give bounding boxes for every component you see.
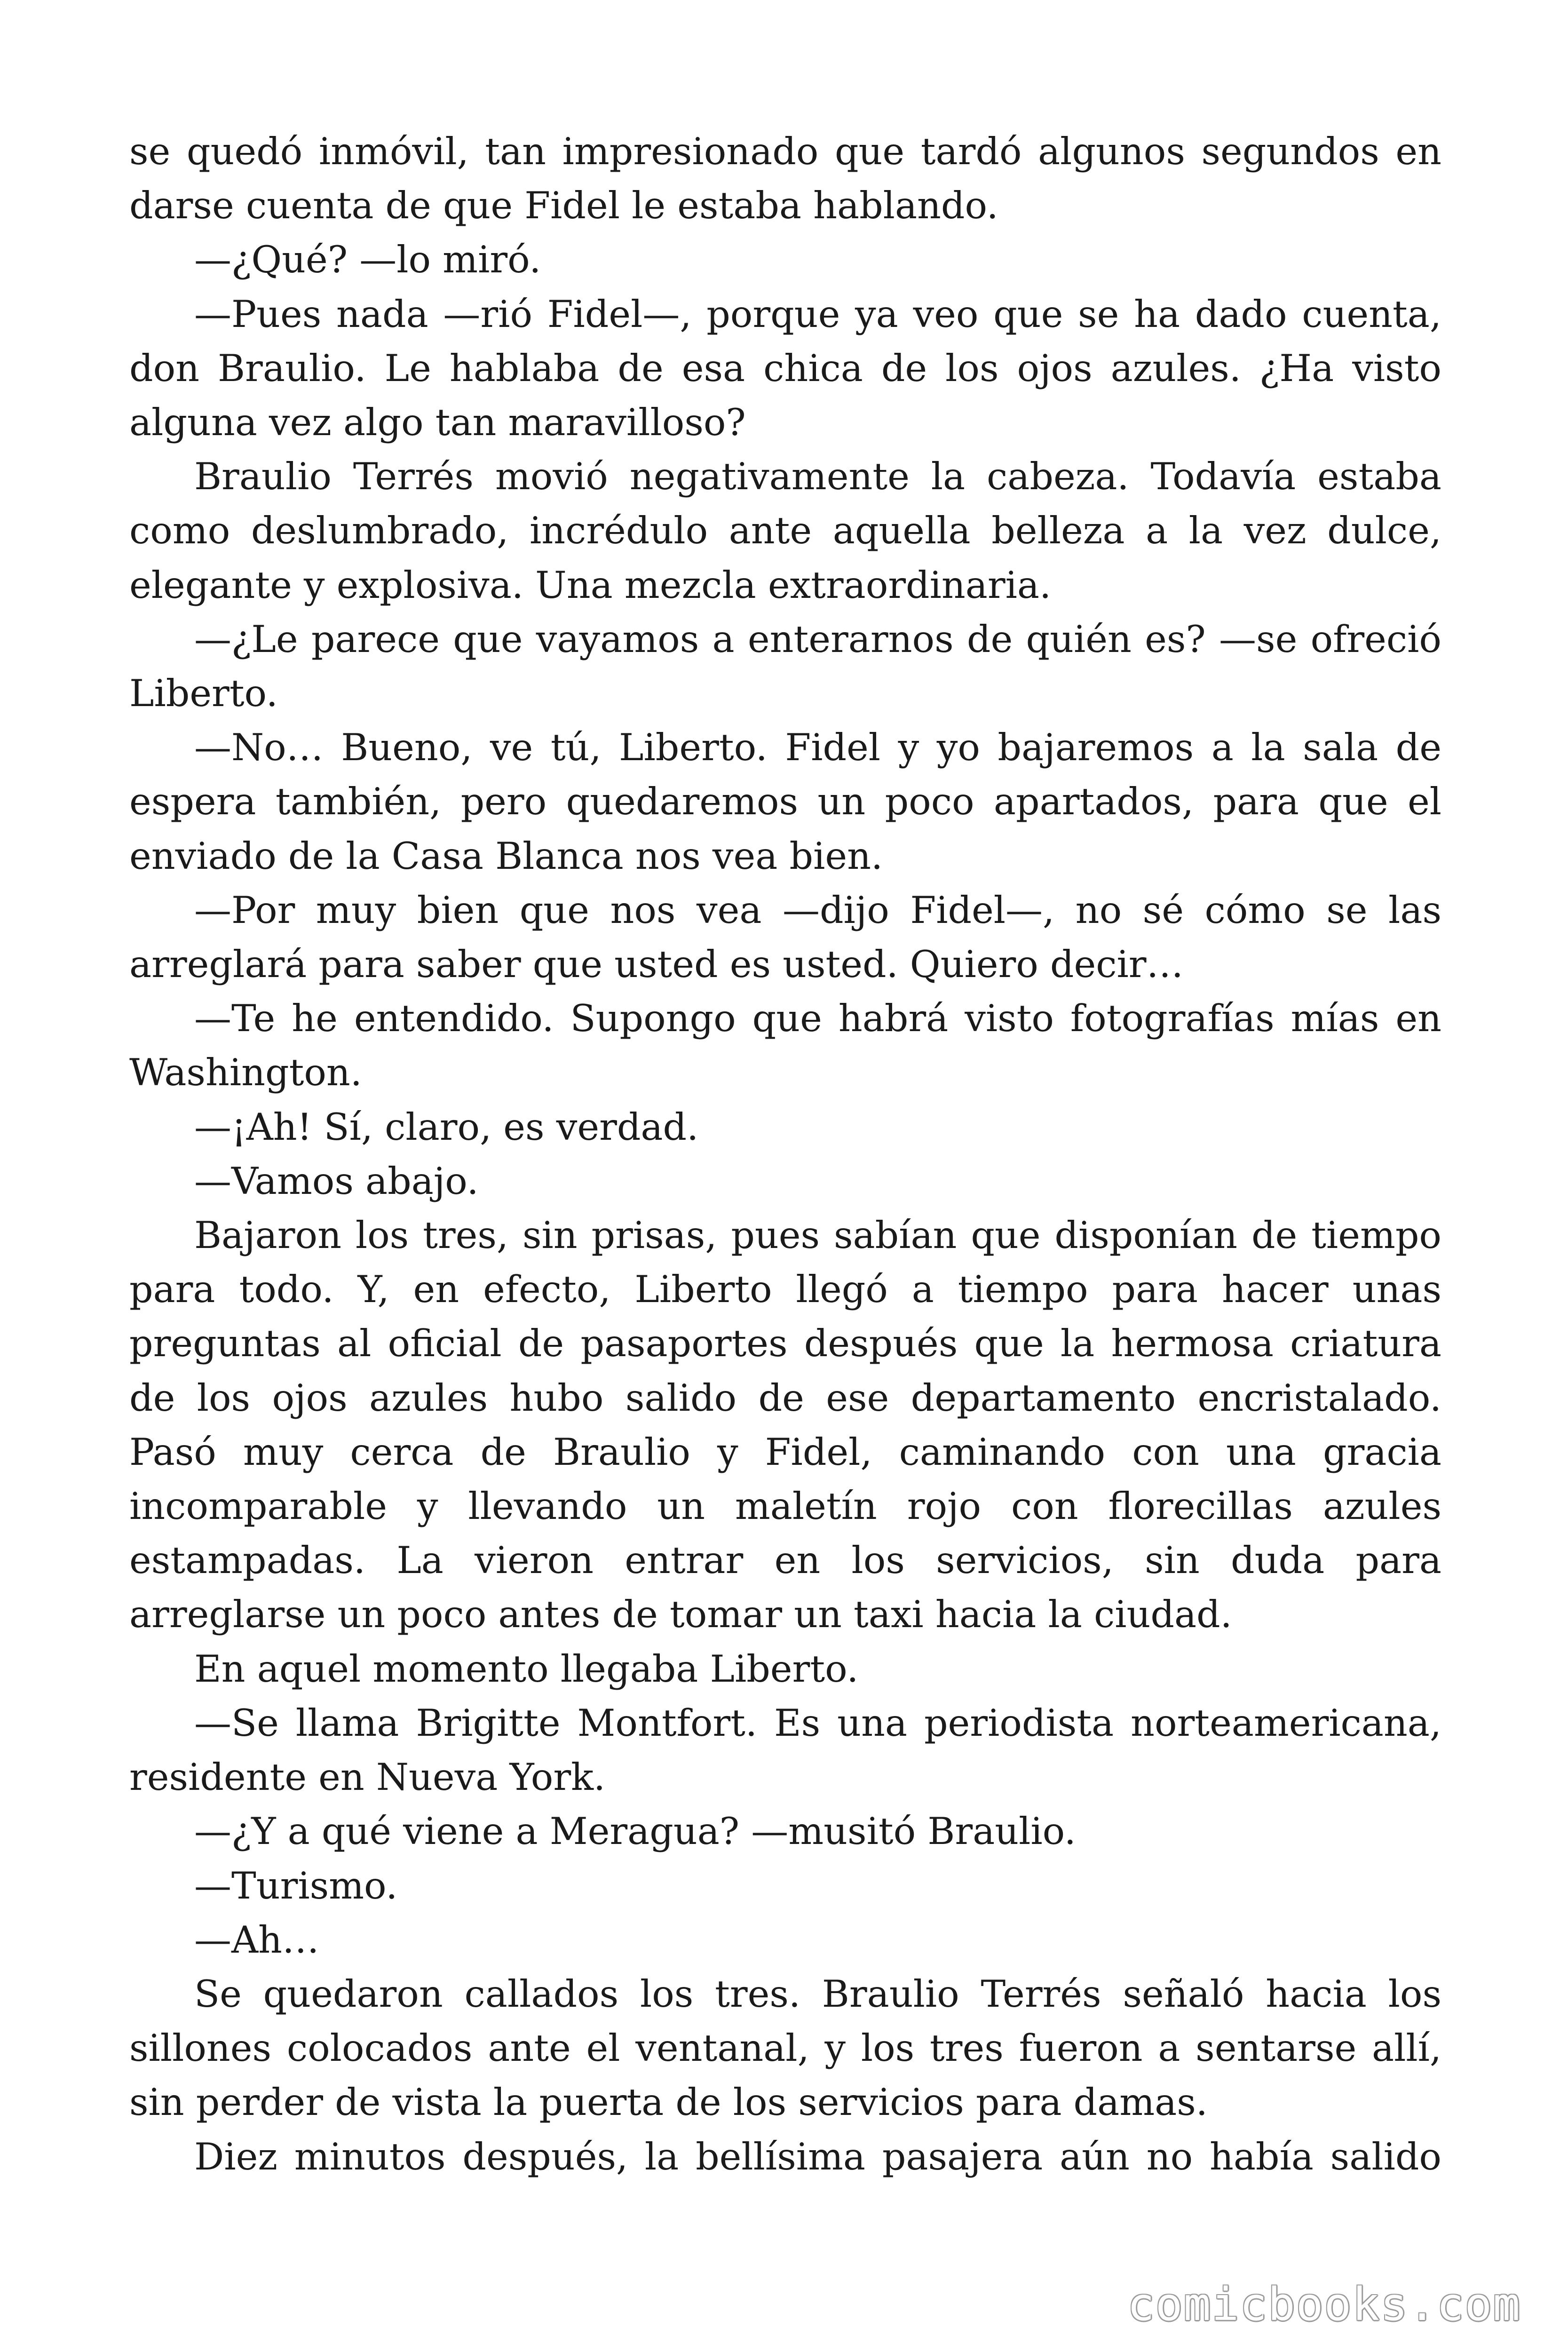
- paragraph: En aquel momento llegaba Liberto.: [194, 1647, 859, 1691]
- paragraph: —No… Bueno, ve tú, Liberto. Fidel y yo bajaremos a la sala de espera también, pero quedaremos un poco apartados, para que el enviado de la Casa Blanca nos vea bien.: [129, 726, 1441, 878]
- paragraph: —¿Y a qué viene a Meragua? —musitó Braulio.: [194, 1810, 1076, 1853]
- paragraph: —Por muy bien que nos vea —dijo Fidel—, no sé cómo se las arreglará para saber que usted es usted. Quiero decir…: [129, 888, 1441, 986]
- watermark-logo: comicbooks.com: [1127, 2278, 1521, 2331]
- paragraph: —Pues nada —rió Fidel—, porque ya veo que se ha dado cuenta, don Braulio. Le hablaba de esa chica de los ojos azules. ¿Ha visto alguna vez algo tan maravilloso?: [129, 292, 1441, 445]
- paragraph: —Turismo.: [194, 1864, 398, 1907]
- paragraph: Bajaron los tres, sin prisas, pues sabían que disponían de tiempo para todo. Y, en efecto, Liberto llegó a tiempo para hacer unas preguntas al oficial de pasaportes después que la hermosa criatura de los ojos azules hubo salido de ese departamento encristalado. Pasó muy cerca de Braulio y Fidel, caminando con una gracia incomparable y llevando un maletín rojo con florecillas azules estampadas. La vieron entrar en los servicios, sin duda para arreglarse un poco antes de tomar un taxi hacia la ciudad.: [129, 1214, 1441, 1637]
- paragraph: —Ah…: [194, 1918, 319, 1962]
- paragraph: —¿Le parece que vayamos a enterarnos de quién es? —se ofreció Liberto.: [129, 617, 1441, 715]
- paragraph: —¿Qué? —lo miró.: [194, 238, 541, 282]
- paragraph: —Vamos abajo.: [194, 1159, 479, 1203]
- paragraph: se quedó inmóvil, tan impresionado que tardó algunos segundos en darse cuenta de que Fidel le estaba hablando.: [129, 130, 1441, 228]
- paragraph: Braulio Terrés movió negativamente la cabeza. Todavía estaba como deslumbrado, incrédulo ante aquella belleza a la vez dulce, elegante y explosiva. Una mezcla extraordinaria.: [129, 455, 1441, 607]
- paragraph: Se quedaron callados los tres. Braulio Terrés señaló hacia los sillones colocados ante el ventanal, y los tres fueron a sentarse allí, sin perder de vista la puerta de los servicios para damas.: [129, 1972, 1441, 2124]
- body-text: [129, 125, 1441, 2184]
- paragraph: —¡Ah! Sí, claro, es verdad.: [194, 1105, 699, 1149]
- paragraph: Diez minutos después, la bellísima pasajera aún no había salido: [194, 2135, 1441, 2178]
- paragraph: —Te he entendido. Supongo que habrá visto fotografías mías en Washington.: [129, 997, 1441, 1095]
- paragraph: —Se llama Brigitte Montfort. Es una periodista norteamericana, residente en Nueva York.: [129, 1701, 1441, 1799]
